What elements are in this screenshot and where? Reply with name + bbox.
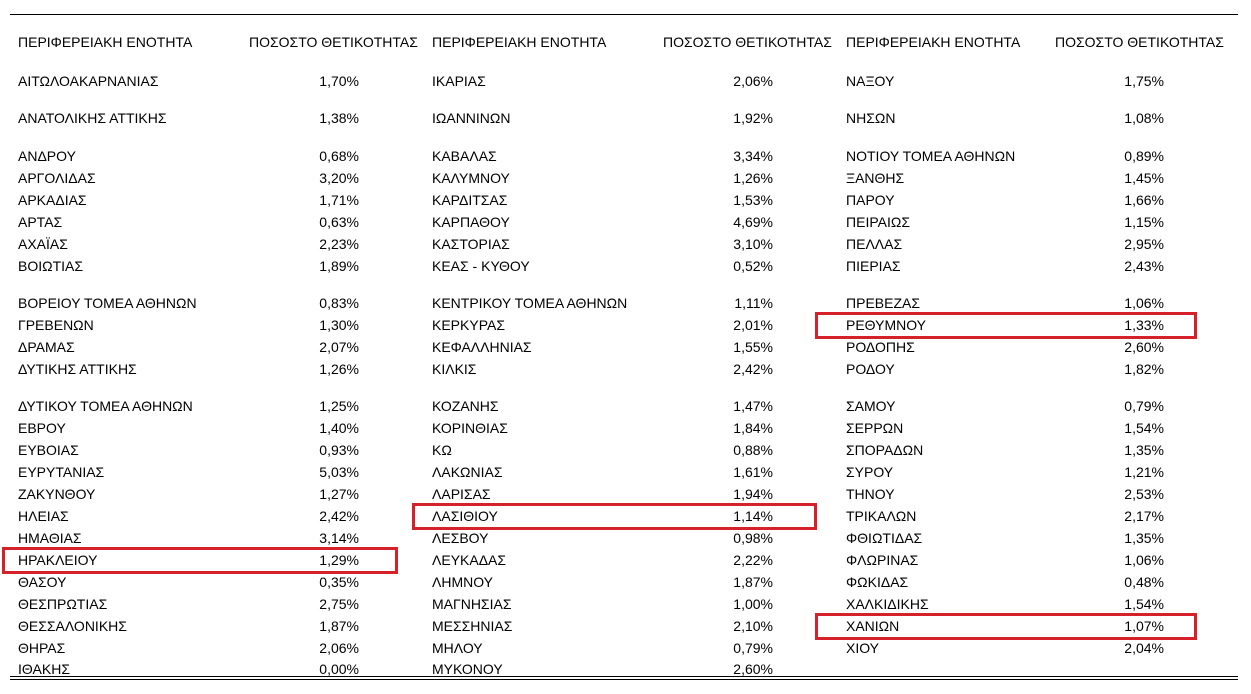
region-name: ΖΑΚΥΝΘΟΥ	[18, 486, 96, 502]
positivity-rate: 2,43%	[1124, 258, 1164, 274]
positivity-rate: 1,08%	[1124, 110, 1164, 126]
positivity-rate: 1,45%	[1124, 170, 1164, 186]
positivity-rate: 1,11%	[734, 295, 773, 311]
positivity-rate: 2,17%	[1124, 508, 1164, 524]
positivity-rate: 0,52%	[733, 258, 773, 274]
region-name: ΙΚΑΡΙΑΣ	[432, 73, 486, 89]
region-name: ΠΑΡΟΥ	[846, 192, 895, 208]
positivity-rate: 1,29%	[319, 552, 359, 568]
region-name: ΙΘΑΚΗΣ	[18, 661, 70, 677]
region-name: ΚΑΡΔΙΤΣΑΣ	[432, 192, 508, 208]
region-name: ΑΝΔΡΟΥ	[18, 148, 76, 164]
region-name: ΣΠΟΡΑΔΩΝ	[846, 442, 924, 458]
region-name: ΑΝΑΤΟΛΙΚΗΣ ΑΤΤΙΚΗΣ	[18, 110, 167, 126]
region-name: ΠΡΕΒΕΖΑΣ	[846, 295, 921, 311]
region-name: ΝΟΤΙΟΥ ΤΟΜΕΑ ΑΘΗΝΩΝ	[846, 148, 1016, 164]
positivity-rate: 1,82%	[1124, 361, 1164, 377]
region-name: ΜΑΓΝΗΣΙΑΣ	[432, 596, 512, 612]
positivity-rate: 1,30%	[319, 317, 359, 333]
region-name: ΛΗΜΝΟΥ	[432, 574, 494, 590]
region-name: ΚΑΣΤΟΡΙΑΣ	[432, 236, 510, 252]
region-name: ΕΒΡΟΥ	[18, 420, 66, 436]
positivity-rate: 1,54%	[1124, 596, 1164, 612]
region-name: ΦΛΩΡΙΝΑΣ	[846, 552, 919, 568]
positivity-rate: 2,95%	[1124, 236, 1164, 252]
header-rate-3: ΠΟΣΟΣΤΟ ΘΕΤΙΚΟΤΗΤΑΣ	[1055, 34, 1224, 50]
region-name: ΛΑΣΙΘΙΟΥ	[432, 508, 498, 524]
region-name: ΘΕΣΠΡΩΤΙΑΣ	[18, 596, 108, 612]
positivity-rate: 0,98%	[733, 530, 773, 546]
positivity-rate: 1,92%	[733, 110, 773, 126]
positivity-rate: 0,83%	[319, 295, 359, 311]
positivity-rate: 3,20%	[319, 170, 359, 186]
region-name: ΚΟΡΙΝΘΙΑΣ	[432, 420, 508, 436]
region-name: ΜΥΚΟΝΟΥ	[432, 661, 503, 677]
positivity-rate: 2,23%	[319, 236, 359, 252]
positivity-rate: 2,75%	[319, 596, 359, 612]
positivity-rate: 1,26%	[733, 170, 773, 186]
region-name: ΑΧΑΪΑΣ	[18, 236, 68, 252]
region-name: ΣΥΡΟΥ	[846, 464, 894, 480]
region-name: ΘΑΣΟΥ	[18, 574, 67, 590]
positivity-rate: 0,89%	[1124, 148, 1164, 164]
region-name: ΑΡΓΟΛΙΔΑΣ	[18, 170, 96, 186]
region-name: ΡΟΔΟΥ	[846, 361, 895, 377]
region-name: ΙΩΑΝΝΙΝΩΝ	[432, 110, 511, 126]
header-rate-1: ΠΟΣΟΣΤΟ ΘΕΤΙΚΟΤΗΤΑΣ	[249, 34, 418, 50]
bottom-rule-2	[10, 679, 1238, 680]
positivity-rate: 1,84%	[733, 420, 773, 436]
positivity-rate: 1,00%	[733, 596, 773, 612]
top-rule	[10, 14, 1238, 15]
positivity-rate: 2,10%	[733, 618, 773, 634]
positivity-rate: 2,42%	[319, 508, 359, 524]
region-name: ΜΕΣΣΗΝΙΑΣ	[432, 618, 513, 634]
region-name: ΛΑΚΩΝΙΑΣ	[432, 464, 503, 480]
positivity-rate: 2,07%	[319, 339, 359, 355]
positivity-rate: 2,06%	[733, 73, 773, 89]
header-rate-2: ΠΟΣΟΣΤΟ ΘΕΤΙΚΟΤΗΤΑΣ	[663, 34, 832, 50]
positivity-rate: 2,42%	[733, 361, 773, 377]
positivity-rate: 4,69%	[733, 214, 773, 230]
positivity-rate: 1,47%	[733, 398, 773, 414]
positivity-rate: 1,06%	[1124, 295, 1164, 311]
positivity-rate: 1,06%	[1124, 552, 1164, 568]
region-name: ΚΑΛΥΜΝΟΥ	[432, 170, 510, 186]
positivity-rate: 1,07%	[1124, 618, 1164, 634]
region-name: ΕΥΒΟΙΑΣ	[18, 442, 79, 458]
region-name: ΧΑΝΙΩΝ	[846, 618, 900, 634]
region-name: ΚΕΑΣ - ΚΥΘΟΥ	[432, 258, 530, 274]
positivity-rate: 0,79%	[733, 640, 773, 656]
region-name: ΤΡΙΚΑΛΩΝ	[846, 508, 917, 524]
positivity-rate: 1,89%	[319, 258, 359, 274]
region-name: ΑΡΚΑΔΙΑΣ	[18, 192, 87, 208]
positivity-rate: 1,27%	[319, 486, 359, 502]
positivity-rate: 1,38%	[319, 110, 359, 126]
region-name: ΒΟΙΩΤΙΑΣ	[18, 258, 84, 274]
region-name: ΔΥΤΙΚΟΥ ΤΟΜΕΑ ΑΘΗΝΩΝ	[18, 398, 193, 414]
positivity-rate: 1,54%	[1124, 420, 1164, 436]
positivity-rate: 1,25%	[319, 398, 359, 414]
positivity-rate: 1,61%	[733, 464, 773, 480]
positivity-rate: 1,75%	[1124, 73, 1164, 89]
highlight-box	[412, 503, 817, 530]
region-name: ΚΕΝΤΡΙΚΟΥ ΤΟΜΕΑ ΑΘΗΝΩΝ	[432, 295, 628, 311]
region-name: ΚΑΡΠΑΘΟΥ	[432, 214, 510, 230]
positivity-rate: 0,63%	[319, 214, 359, 230]
region-name: ΚΑΒΑΛΑΣ	[432, 148, 497, 164]
positivity-rate: 2,01%	[733, 317, 773, 333]
positivity-rate: 0,68%	[319, 148, 359, 164]
region-name: ΠΙΕΡΙΑΣ	[846, 258, 901, 274]
positivity-rate: 2,60%	[733, 661, 773, 677]
highlight-box	[2, 547, 398, 574]
region-name: ΡΟΔΟΠΗΣ	[846, 339, 915, 355]
region-name: ΚΟΖΑΝΗΣ	[432, 398, 499, 414]
positivity-rate: 3,14%	[319, 530, 359, 546]
positivity-rate: 1,87%	[319, 618, 359, 634]
region-name: ΝΗΣΩΝ	[846, 110, 896, 126]
region-name: ΕΥΡΥΤΑΝΙΑΣ	[18, 464, 105, 480]
positivity-rate: 3,34%	[733, 148, 773, 164]
region-name: ΤΗΝΟΥ	[846, 486, 895, 502]
region-name: ΑΡΤΑΣ	[18, 214, 63, 230]
region-name: ΗΛΕΙΑΣ	[18, 508, 69, 524]
region-name: ΔΥΤΙΚΗΣ ΑΤΤΙΚΗΣ	[18, 361, 137, 377]
positivity-rate: 1,55%	[733, 339, 773, 355]
region-name: ΘΗΡΑΣ	[18, 640, 66, 656]
region-name: ΚΩ	[432, 442, 452, 458]
region-name: ΣΕΡΡΩΝ	[846, 420, 904, 436]
region-name: ΡΕΘΥΜΝΟΥ	[846, 317, 927, 333]
positivity-rate: 1,15%	[1124, 214, 1164, 230]
region-name: ΠΕΙΡΑΙΩΣ	[846, 214, 910, 230]
positivity-rate: 1,26%	[319, 361, 359, 377]
positivity-rate: 1,35%	[1124, 442, 1164, 458]
positivity-rate: 1,40%	[319, 420, 359, 436]
positivity-rate: 3,10%	[733, 236, 773, 252]
bottom-rule	[10, 676, 1238, 677]
positivity-rate: 1,70%	[319, 73, 359, 89]
positivity-rate: 1,87%	[733, 574, 773, 590]
region-name: ΛΑΡΙΣΑΣ	[432, 486, 491, 502]
positivity-rate: 1,66%	[1124, 192, 1164, 208]
header-region-2: ΠΕΡΙΦΕΡΕΙΑΚΗ ΕΝΟΤΗΤΑ	[432, 34, 607, 50]
region-name: ΛΕΥΚΑΔΑΣ	[432, 552, 507, 568]
highlight-box	[815, 312, 1197, 339]
region-name: ΦΩΚΙΔΑΣ	[846, 574, 909, 590]
positivity-rate: 2,22%	[733, 552, 773, 568]
region-name: ΝΑΞΟΥ	[846, 73, 895, 89]
region-name: ΗΡΑΚΛΕΙΟΥ	[18, 552, 98, 568]
positivity-rate: 0,35%	[319, 574, 359, 590]
positivity-rate: 2,53%	[1124, 486, 1164, 502]
positivity-rate: 1,71%	[319, 192, 359, 208]
positivity-rate: 2,60%	[1124, 339, 1164, 355]
positivity-rate: 2,04%	[1124, 640, 1164, 656]
region-name: ΑΙΤΩΛΟΑΚΑΡΝΑΝΙΑΣ	[18, 73, 159, 89]
highlight-box	[815, 613, 1197, 640]
positivity-rate: 1,35%	[1124, 530, 1164, 546]
positivity-rate: 0,93%	[319, 442, 359, 458]
positivity-rate: 0,79%	[1124, 398, 1164, 414]
positivity-rate: 0,48%	[1124, 574, 1164, 590]
region-name: ΛΕΣΒΟΥ	[432, 530, 489, 546]
positivity-rate: 1,94%	[733, 486, 773, 502]
region-name: ΦΘΙΩΤΙΔΑΣ	[846, 530, 923, 546]
region-name: ΧΙΟΥ	[846, 640, 880, 656]
region-name: ΓΡΕΒΕΝΩΝ	[18, 317, 94, 333]
region-name: ΒΟΡΕΙΟΥ ΤΟΜΕΑ ΑΘΗΝΩΝ	[18, 295, 197, 311]
region-name: ΘΕΣΣΑΛΟΝΙΚΗΣ	[18, 618, 127, 634]
region-name: ΔΡΑΜΑΣ	[18, 339, 75, 355]
region-name: ΠΕΛΛΑΣ	[846, 236, 903, 252]
positivity-rate: 1,33%	[1124, 317, 1164, 333]
region-name: ΚΕΦΑΛΛΗΝΙΑΣ	[432, 339, 532, 355]
positivity-rate: 0,00%	[319, 661, 359, 677]
region-name: ΚΕΡΚΥΡΑΣ	[432, 317, 505, 333]
region-name: ΗΜΑΘΙΑΣ	[18, 530, 82, 546]
header-region-1: ΠΕΡΙΦΕΡΕΙΑΚΗ ΕΝΟΤΗΤΑ	[18, 34, 193, 50]
region-name: ΧΑΛΚΙΔΙΚΗΣ	[846, 596, 929, 612]
region-name: ΚΙΛΚΙΣ	[432, 361, 477, 377]
positivity-rate: 5,03%	[319, 464, 359, 480]
positivity-rate: 2,06%	[319, 640, 359, 656]
positivity-rate: 0,88%	[733, 442, 773, 458]
positivity-rate: 1,53%	[733, 192, 773, 208]
positivity-rate: 1,21%	[1124, 464, 1164, 480]
positivity-rate: 1,14%	[733, 508, 773, 524]
region-name: ΣΑΜΟΥ	[846, 398, 896, 414]
header-region-3: ΠΕΡΙΦΕΡΕΙΑΚΗ ΕΝΟΤΗΤΑ	[846, 34, 1021, 50]
region-name: ΜΗΛΟΥ	[432, 640, 483, 656]
region-name: ΞΑΝΘΗΣ	[846, 170, 905, 186]
